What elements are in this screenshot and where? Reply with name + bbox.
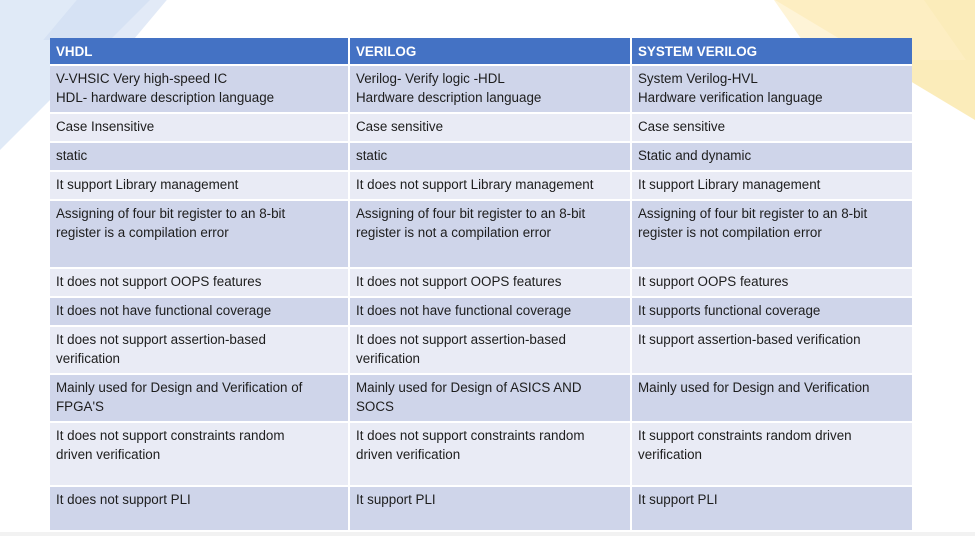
table-row: [50, 142, 912, 171]
cell-system-verilog: It support assertion-based verification: [631, 326, 912, 374]
cell-verilog: Assigning of four bit register to an 8-bit register is not a compilation error: [349, 200, 631, 268]
header-verilog: VERILOG: [349, 38, 631, 65]
cell-system-verilog: It support Library management: [631, 171, 912, 200]
cell-vhdl: It does not support constraints random driven verification: [50, 422, 349, 486]
header-system-verilog: SYSTEM VERILOG: [631, 38, 912, 65]
table-row: [50, 374, 912, 422]
cell-vhdl: It does not have functional coverage: [50, 297, 349, 326]
cell-verilog: It does not support constraints random driven verification: [349, 422, 631, 486]
header-vhdl: VHDL: [50, 38, 349, 65]
cell-system-verilog: It support OOPS features: [631, 268, 912, 297]
cell-vhdl: Assigning of four bit register to an 8-bit register is a compilation error: [50, 200, 349, 268]
cell-verilog: Mainly used for Design of ASICS AND SOCS: [349, 374, 631, 422]
table-row: [50, 113, 912, 142]
comparison-table: [50, 38, 912, 530]
table-row: [50, 486, 912, 530]
table-row: [50, 326, 912, 374]
cell-verilog: Verilog- Verify logic -HDL Hardware description language: [349, 65, 631, 113]
cell-verilog: It does not support Library management: [349, 171, 631, 200]
cell-verilog: It support PLI: [349, 486, 631, 530]
cell-system-verilog: System Verilog-HVL Hardware verification language: [631, 65, 912, 113]
cell-system-verilog: Static and dynamic: [631, 142, 912, 171]
cell-vhdl: It does not support assertion-based verification: [50, 326, 349, 374]
cell-system-verilog: Case sensitive: [631, 113, 912, 142]
cell-system-verilog: Mainly used for Design and Verification: [631, 374, 912, 422]
cell-verilog: It does not support assertion-based verification: [349, 326, 631, 374]
cell-verilog: static: [349, 142, 631, 171]
cell-verilog: Case sensitive: [349, 113, 631, 142]
cell-vhdl: Case Insensitive: [50, 113, 349, 142]
cell-vhdl: It does not support PLI: [50, 486, 349, 530]
bottom-divider: [0, 532, 975, 536]
cell-system-verilog: Assigning of four bit register to an 8-bit register is not compilation error: [631, 200, 912, 268]
table-row: [50, 422, 912, 486]
table-row: [50, 65, 912, 113]
cell-vhdl: It support Library management: [50, 171, 349, 200]
table-row: [50, 200, 912, 268]
table-row: [50, 268, 912, 297]
cell-verilog: It does not have functional coverage: [349, 297, 631, 326]
cell-verilog: It does not support OOPS features: [349, 268, 631, 297]
cell-system-verilog: It support constraints random driven verification: [631, 422, 912, 486]
cell-vhdl: Mainly used for Design and Verification of FPGA'S: [50, 374, 349, 422]
cell-vhdl: It does not support OOPS features: [50, 268, 349, 297]
cell-system-verilog: It support PLI: [631, 486, 912, 530]
table-row: [50, 171, 912, 200]
header-row: [50, 38, 912, 65]
cell-system-verilog: It supports functional coverage: [631, 297, 912, 326]
cell-vhdl: static: [50, 142, 349, 171]
table-row: [50, 297, 912, 326]
cell-vhdl: V-VHSIC Very high-speed IC HDL- hardware description language: [50, 65, 349, 113]
